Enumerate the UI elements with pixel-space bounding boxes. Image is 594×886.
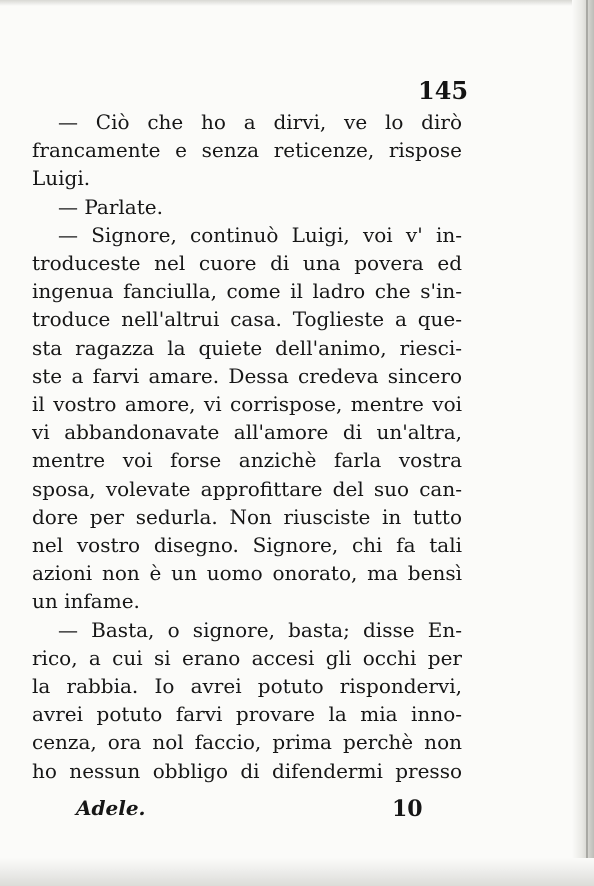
text-line: nel vostro disegno. Signore, chi fa tali	[32, 533, 462, 558]
signature-label: Adele.	[76, 796, 146, 820]
text-line: la rabbia. Io avrei potuto rispondervi,	[32, 674, 462, 699]
text-line: un infame.	[32, 589, 140, 614]
text-line: — Basta, o signore, basta; disse En-	[58, 617, 462, 642]
page-bottom-edge	[0, 858, 594, 886]
text-line: ste a farvi amare. Dessa credeva sincero	[32, 363, 462, 388]
text-line: rico, a cui si erano accesi gli occhi per	[32, 645, 462, 670]
text-line: cenza, ora nol faccio, prima perchè non	[32, 730, 462, 755]
text-line: vi abbandonavate all'amore di un'altra,	[32, 420, 462, 445]
body-text	[32, 108, 462, 785]
text-line: francamente e senza reticenze, rispose	[32, 138, 462, 163]
page-right-edge	[572, 0, 594, 886]
text-line: Luigi.	[32, 166, 91, 191]
text-line: sposa, volevate approfittare del suo can-	[32, 476, 462, 501]
page-binding-line	[586, 0, 588, 886]
signature-number: 10	[392, 796, 423, 822]
text-line: troduceste nel cuore di una povera ed	[32, 251, 462, 276]
text-line: il vostro amore, vi corrispose, mentre voi	[32, 392, 462, 417]
text-line: avrei potuto farvi provare la mia inno-	[32, 702, 462, 727]
text-line: ho nessun obbligo di difendermi presso	[32, 758, 462, 783]
page-number: 145	[418, 76, 469, 105]
text-line: sta ragazza la quiete dell'animo, riesci-	[32, 335, 462, 360]
text-line: — Parlate.	[58, 194, 163, 219]
text-line: — Ciò che ho a dirvi, ve lo dirò	[58, 110, 462, 134]
text-line: — Signore, continuò Luigi, voi v' in-	[58, 222, 462, 247]
text-line: mentre voi forse anzichè farla vostra	[32, 448, 462, 473]
text-line: dore per sedurla. Non riusciste in tutto	[32, 504, 462, 529]
page-top-edge	[0, 0, 594, 6]
text-line: ingenua fanciulla, come il ladro che s'in-	[32, 279, 462, 304]
text-line: azioni non è un uomo onorato, ma bensì	[32, 561, 462, 586]
text-line: troduce nell'altrui casa. Toglieste a que-	[32, 307, 462, 332]
